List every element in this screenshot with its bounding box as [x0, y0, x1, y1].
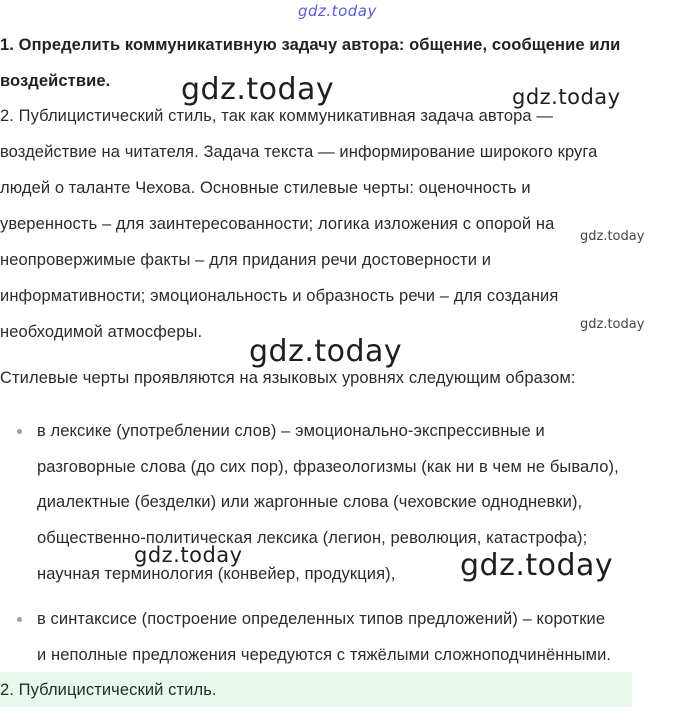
list-item-line: и неполные предложения чередуются с тяжёлыми сложноподчинёнными. [37, 646, 612, 664]
list-item-line: в синтаксисе (построение определенных типов предложений) – короткие [37, 610, 606, 628]
paragraph-line: информативности; эмоциональность и образность речи – для создания [0, 287, 559, 305]
paragraph-line: 2. Публицистический стиль, так как коммуникативная задача автора — [0, 107, 553, 125]
task-heading-line-2: воздействие. [0, 72, 111, 90]
watermark: gdz.today [580, 229, 645, 244]
list-item-line: в лексике (употреблении слов) – эмоционально-экспрессивные и [37, 422, 545, 440]
list-item-line: общественно-политическая лексика (легион, революция, катастрофа); [37, 529, 588, 547]
list-item-line: диалектные (безделки) или жаргонные слова (чеховские однодневки), [37, 493, 583, 511]
paragraph-line: необходимой атмосферы. [0, 323, 203, 341]
paragraph-line: воздействие на читателя. Задача текста — информирование широкого круга [0, 143, 598, 161]
answer-text: 2. Публицистический стиль. [0, 681, 217, 699]
list-item-line: научная терминология (конвейер, продукция), [37, 565, 396, 583]
paragraph-line: уверенность – для заинтересованности; логика изложения с опорой на [0, 215, 555, 233]
intro-text: Стилевые черты проявляются на языковых уровнях следующим образом: [0, 369, 576, 387]
list-item-line: разговорные слова (до сих пор), фразеологизмы (как ни в чем не бывало), [37, 458, 619, 476]
watermark-logo: gdz.today [298, 2, 377, 20]
paragraph-line: неопровержимые факты – для придания речи достоверности и [0, 251, 492, 269]
bullet-icon [17, 429, 22, 434]
watermark: gdz.today [512, 85, 621, 109]
paragraph-line: людей о таланте Чехова. Основные стилевые черты: оценочность и [0, 179, 531, 197]
watermark: gdz.today [460, 548, 614, 583]
task-heading-line-1: 1. Определить коммуникативную задачу автора: общение, сообщение или [0, 36, 621, 54]
watermark: gdz.today [134, 543, 243, 567]
bullet-icon [17, 617, 22, 622]
watermark: gdz.today [181, 72, 335, 107]
watermark: gdz.today [580, 317, 645, 332]
watermark: gdz.today [249, 334, 403, 369]
